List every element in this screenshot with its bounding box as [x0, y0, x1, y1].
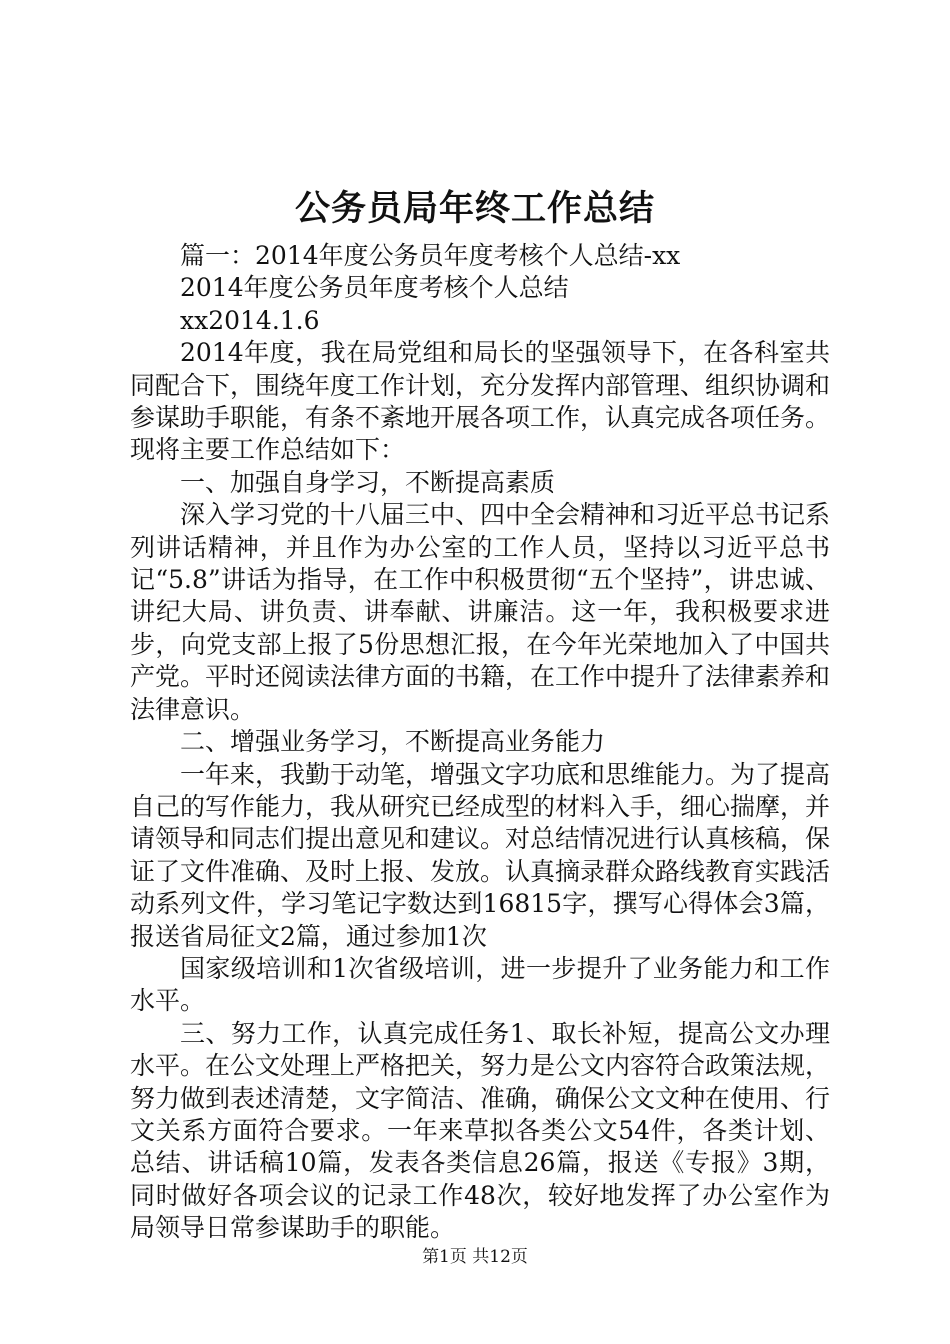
paragraph-chapter-heading: 篇一：2014年度公务员年度考核个人总结-xx — [180, 241, 681, 270]
document-body — [130, 240, 830, 1245]
paragraph-intro: 2014年度，我在局党组和局长的坚强领导下，在各科室共同配合下，围绕年度工作计划，充分发挥内部管理、组织协调和参谋助手职能，有条不紊地开展各项工作，认真完成各项任务。现将主要工作总结如下： — [130, 338, 831, 465]
section-heading-2: 二、增强业务学习，不断提高业务能力 — [180, 727, 606, 757]
page-footer — [0, 1246, 950, 1268]
page-number: 第1页 — [422, 1247, 467, 1267]
paragraph-section-2-cont: 国家级培训和1次省级培训，进一步提升了业务能力和工作水平。 — [130, 953, 830, 1016]
paragraph-section-2: 一年来，我勤于动笔，增强文字功底和思维能力。为了提高自己的写作能力，我从研究已经成型的材料入手，细心揣摩，并请领导和同志们提出意见和建议。对总结情况进行认真核稿，保证了文件准确、及时上报、发放。认真摘录群众路线教育实践活动系列文件，学习笔记字数达到16815字，撰写心得体会3篇，报送省局征文2篇，通过参加1次 — [130, 759, 831, 951]
paragraph-author-date: xx2014.1.6 — [180, 305, 320, 335]
paragraph-section-1: 深入学习党的十八届三中、四中全会精神和习近平总书记系列讲话精神，并且作为办公室的工作人员，坚持以习近平总书记“5.8”讲话为指导，在工作中积极贯彻“五个坚持”，讲忠诚、讲纪大局、讲负责、讲奉献、讲廉洁。这一年，我积极要求进步，向党支部上报了5份思想汇报，在今年光荣地加入了中国共产党。平时还阅读法律方面的书籍，在工作中提升了法律素养和法律意识。 — [130, 500, 831, 724]
paragraph-subtitle: 2014年度公务员年度考核个人总结 — [180, 273, 569, 303]
document-title: 公务员局年终工作总结 — [294, 188, 655, 229]
page-total: 共12页 — [472, 1247, 528, 1267]
section-heading-1: 一、加强自身学习，不断提高素质 — [180, 467, 556, 497]
paragraph-section-3: 三、努力工作，认真完成任务1、取长补短，提高公文办理水平。在公文处理上严格把关，努力是公文内容符合政策法规，努力做到表述清楚，文字简洁、准确，确保公文文种在使用、行文关系方面符合要求。一年来草拟各类公文54件，各类计划、总结、讲话稿10篇，发表各类信息26篇，报送《专报》3期，同时做好各项会议的记录工作48次，较好地发挥了办公室作为局领导日常参谋助手的职能。 — [130, 1018, 831, 1243]
